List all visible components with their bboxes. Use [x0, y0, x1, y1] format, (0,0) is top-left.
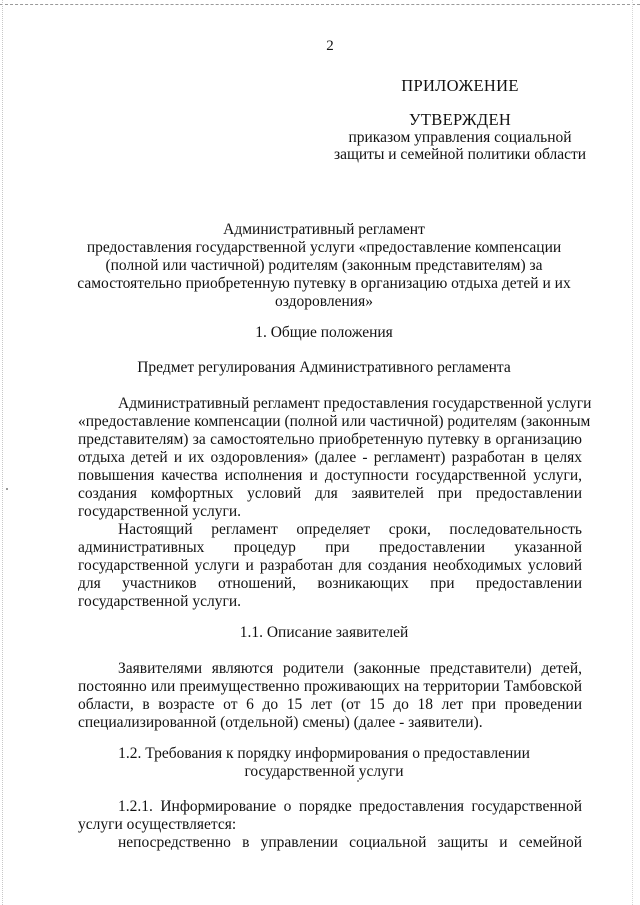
paragraph-line: 1.2.1. Информирование о порядке предоставления государственной	[118, 798, 582, 815]
approved-stamp-text: УТВЕРЖДЕН	[408, 110, 512, 129]
document-subtitle-line: самостоятельно приобретенную путевку в организацию отдыха детей и их	[77, 275, 571, 292]
page-number: 2	[326, 38, 334, 54]
paragraph-line: отдыха детей и их оздоровления» (далее - регламент) разработан в целях	[78, 449, 582, 466]
section-subheading: Предмет регулирования Административного регламента	[137, 359, 511, 376]
section-heading: государственной услуги	[244, 763, 404, 780]
paragraph-line: государственной услуги.	[78, 593, 241, 610]
appendix-title: ПРИЛОЖЕНИЕ	[401, 76, 519, 95]
approval-order-line: приказом управления социальной	[348, 129, 572, 146]
section-heading: 1.1. Описание заявителей	[239, 624, 409, 641]
scan-speck	[357, 780, 359, 782]
paragraph-line: представителям) за самостоятельно приобретенную путевку в организацию	[78, 431, 582, 448]
paragraph-line: специализированной (отдельной) смены) (далее - заявители).	[78, 714, 483, 731]
document-subtitle-line: (полной или частичной) родителям (законным представителям) за	[105, 257, 543, 274]
scan-edge-top	[0, 4, 640, 5]
approval-order-line: защиты и семейной политики области	[333, 146, 587, 163]
document-title: Административный регламент	[223, 221, 425, 238]
section-heading: 1. Общие положения	[255, 324, 393, 341]
paragraph-line: повышения качества исполнения и доступности государственной услуги,	[78, 467, 582, 484]
paragraph-line: административных процедур при предоставлении указанной	[78, 539, 582, 556]
scan-edge-left	[2, 0, 3, 905]
paragraph-line: «предоставление компенсации (полной или частичной) родителям (законным	[78, 413, 591, 430]
paragraph-line: государственной услуги.	[78, 503, 241, 520]
paragraph-line: непосредственно в управлении социальной защиты и семейной	[118, 834, 582, 851]
paragraph-line: Настоящий регламент определяет сроки, последовательность	[118, 521, 582, 538]
paragraph-line: для участников отношений, возникающих при предоставлении	[78, 575, 582, 592]
scan-edge-right	[632, 0, 633, 905]
paragraph-line: государственной услуги и разработан для создания необходимых условий	[78, 557, 582, 574]
section-heading: 1.2. Требования к порядку информирования о предоставлении	[118, 745, 530, 762]
paragraph-line: услуги осуществляется:	[78, 816, 237, 833]
document-subtitle-line: оздоровления»	[275, 293, 373, 310]
paragraph-line: области, в возрасте от 6 до 15 лет (от 15 до 18 лет при проведении	[78, 696, 582, 713]
document-subtitle-line: предоставления государственной услуги «предоставление компенсации	[86, 239, 562, 256]
paragraph-line: Административный регламент предоставления государственной услуги	[118, 395, 592, 412]
paragraph-line: Заявителями являются родители (законные представители) детей,	[118, 660, 582, 677]
paragraph-line: постоянно или преимущественно проживающих на территории Тамбовской	[78, 678, 582, 695]
paragraph-line: создания комфортных условий для заявителей при предоставлении	[78, 485, 582, 502]
scan-speck	[6, 488, 8, 490]
